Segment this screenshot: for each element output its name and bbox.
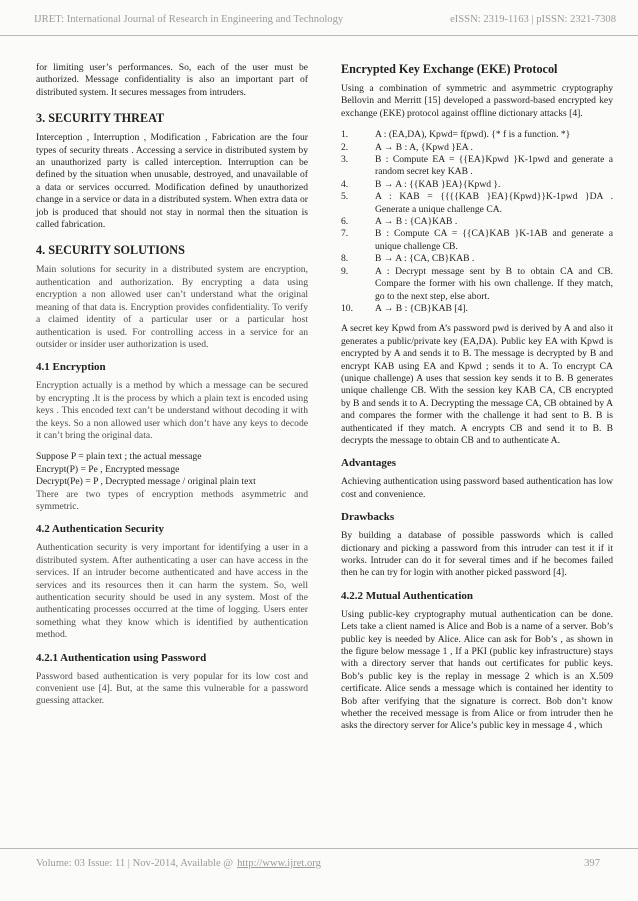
- protocol-step: [341, 216, 613, 228]
- step-text: B → A : {CA, CB}KAB .: [375, 253, 475, 265]
- journal-link[interactable]: http://www.ijret.org: [237, 858, 321, 869]
- step-text: A : KAB = {{{{KAB }EA}{Kpwd}}K-1pwd }DA . Generate a unique challenge CA.: [375, 191, 613, 215]
- issn: eISSN: 2319-1163 | pISSN: 2321-7308: [450, 14, 616, 25]
- footer-volume: [36, 858, 321, 901]
- drawbacks-heading: Drawbacks: [341, 511, 395, 524]
- protocol-step: [341, 179, 613, 191]
- journal-title: IJRET: International Journal of Research in Engineering and Technology: [34, 14, 344, 25]
- step-number: 2.: [341, 141, 349, 153]
- section-3-text: Interception , Interruption , Modification , Fabrication are the four types of security threats . Accessing a service in distributed system by an unauthorized party is called interception. Interruption can be defined by the situation when unusable, destroyed, and unavailable of a data or services occurred. Modification defined by unauthorized change in a service or data in a distributed system. When extra data or job is produced that should not stay in normal then the situation is called fabrication.: [36, 132, 308, 231]
- eke-intro: Using a combination of symmetric and asymmetric cryptography Bellovin and Merritt [15] developed a password-based encrypted key exchange (EKE) protocol against offline dictionary attacks [4].: [341, 83, 613, 119]
- step-number: 10.: [341, 302, 353, 314]
- definition-line: There are two types of encryption methods asymmetric and symmetric.: [36, 488, 308, 512]
- section-3-heading: 3. SECURITY THREAT: [36, 111, 165, 126]
- protocol-step: [341, 266, 613, 303]
- definition-line: Decrypt(Pe) = P , Decrypted message / original plain text: [36, 476, 256, 488]
- protocol-step: [341, 253, 613, 265]
- step-number: 8.: [341, 253, 349, 265]
- section-4-1-text: Encryption actually is a method by which a message can be secured by encrypting .It is the process by which a plain text is encoded using keys . This encoded text can’t be understand without decoding it with the keys. So a non allowed user which don’t have any keys to decode it can’t bring the original data.: [36, 380, 308, 441]
- step-text: B : Compute EA = {{EA}Kpwd }K-1pwd and generate a random secret key KAB .: [375, 154, 613, 178]
- section-4-2-2-text: Using public-key cryptography mutual authentication can be done. Lets take a client named is Alice and Bob is a name of a server. Bob’s public key is needed by Alice. Alice can ask for Bob’s , as shown in the figure below message 1 , If a PKI (public key infrastructure) stays with a directory server that hands out certificates for public keys. Bob’s public key is the replay in message 2 which is an X.509 certificate. Alice sends a message which is contained her identity to Bob after verifying that the signature is correct. Bob don’t know whether the received message is from Alice or from intruder then he asks the directory server for Alice’s public key in message 4 , which: [341, 608, 613, 732]
- step-number: 7.: [341, 228, 349, 240]
- step-number: 1.: [341, 129, 349, 141]
- section-4-text: Main solutions for security in a distributed system are encryption, authentication and authorization. By encrypting a data using encryption a non allowed user can’t understand what the original meaning of that data is. Encryption provides confidentiality. To verify a claimed identity of a particular user or a particular host authentication is used. For controlling access in a service for an outsider or insider user authorization is used.: [36, 264, 308, 350]
- step-text: A → B : {CA}KAB .: [375, 216, 458, 228]
- page-footer: [0, 848, 638, 901]
- step-text: A : (EA,DA), Kpwd= f(pwd). {* f is a function. *}: [375, 129, 571, 141]
- advantages-text: Achieving authentication using password based authentication has low cost and convenience.: [341, 476, 613, 500]
- protocol-step: [341, 129, 613, 141]
- drawbacks-text: By building a database of possible passwords which is called dictionary and picking a password from this intruder can test it if it works. Intruder can do it for several times and if he becomes failed then he can try for login with another picked password [4].: [341, 530, 613, 579]
- section-4-2-2-heading: 4.2.2 Mutual Authentication: [341, 589, 474, 602]
- definition-line: Encrypt(P) = Pe , Encrypted message: [36, 463, 180, 475]
- protocol-step: [341, 191, 613, 216]
- step-number: 4.: [341, 178, 349, 190]
- step-text: A → B : {CB}KAB [4].: [375, 302, 468, 314]
- protocol-step: [341, 154, 613, 179]
- protocol-step: [341, 303, 613, 315]
- protocol-steps: [341, 129, 613, 315]
- step-text: A : Decrypt message sent by B to obtain CA and CB. Compare the former with his own challenge. If they match, go to the next step, else abort.: [375, 265, 613, 302]
- page-number: 397: [584, 858, 600, 869]
- step-number: 9.: [341, 265, 349, 277]
- section-4-2-1-heading: 4.2.1 Authentication using Password: [36, 651, 207, 664]
- section-4-2-1-text: Password based authentication is very popular for its low cost and convenient use [4]. But, at the same this vulnerable for a password guessing attacker.: [36, 670, 308, 707]
- intro-paragraph: for limiting user’s performances. So, each of the user must be authorized. Message confidentiality is also an important part of distributed system. It secures messages from intruders.: [36, 62, 308, 98]
- step-text: A → B : A, {Kpwd }EA .: [375, 141, 473, 153]
- page-header: [0, 0, 638, 36]
- step-number: 3.: [341, 154, 349, 166]
- step-text: B → A : {{KAB }EA}{Kpwd }.: [375, 178, 501, 190]
- right-column: [341, 62, 613, 742]
- step-text: B : Compute CA = {{CA}KAB }K-1AB and generate a unique challenge CB.: [375, 228, 613, 252]
- step-number: 6.: [341, 216, 349, 228]
- eke-explanation: A secret key Kpwd from A’s password pwd is derived by A and also it generates a public/private key (EA,DA). Public key EA with Kpwd is encrypted by A and sends it to B. The message is decrypted by B and encrypt KAB using EA and Kpwd ; sends it to A. To encrypt CA (unique challenge) A uses that session key sends it to B. B generates unique challenge CB. With the session key KAB CA, CB encrypted by B and sends it to A. Decrypting the message CA, CB obtained by A and compares the former with the challenge it had sent to B. B is authenticated if they match. A encrypts CB and send it to B. B decrypts the message to obtain CB and to authenticate A.: [341, 323, 613, 446]
- volume-info: Volume: 03 Issue: 11 | Nov-2014, Available @: [36, 858, 234, 869]
- left-column: [36, 62, 308, 717]
- protocol-step: [341, 142, 613, 154]
- protocol-step: [341, 228, 613, 253]
- section-4-2-heading: 4.2 Authentication Security: [36, 523, 165, 536]
- advantages-heading: Advantages: [341, 457, 397, 470]
- section-4-2-text: Authentication security is very important for identifying a user in a distributed system. After authenticating a user can have access in the services. If an intruder become authenticated and have access in the services and its resources then it can harm the system. So, well authentication security should be used in any system. Most of the authenticating processes occurred at the time of logging. Users enter something what they know which is identified by authentication method.: [36, 542, 308, 641]
- eke-heading: Encrypted Key Exchange (EKE) Protocol: [341, 62, 558, 76]
- section-4-1-heading: 4.1 Encryption: [36, 361, 106, 374]
- section-4-heading: 4. SECURITY SOLUTIONS: [36, 243, 185, 258]
- step-number: 5.: [341, 191, 349, 203]
- definition-line: Suppose P = plain text ; the actual message: [36, 451, 202, 463]
